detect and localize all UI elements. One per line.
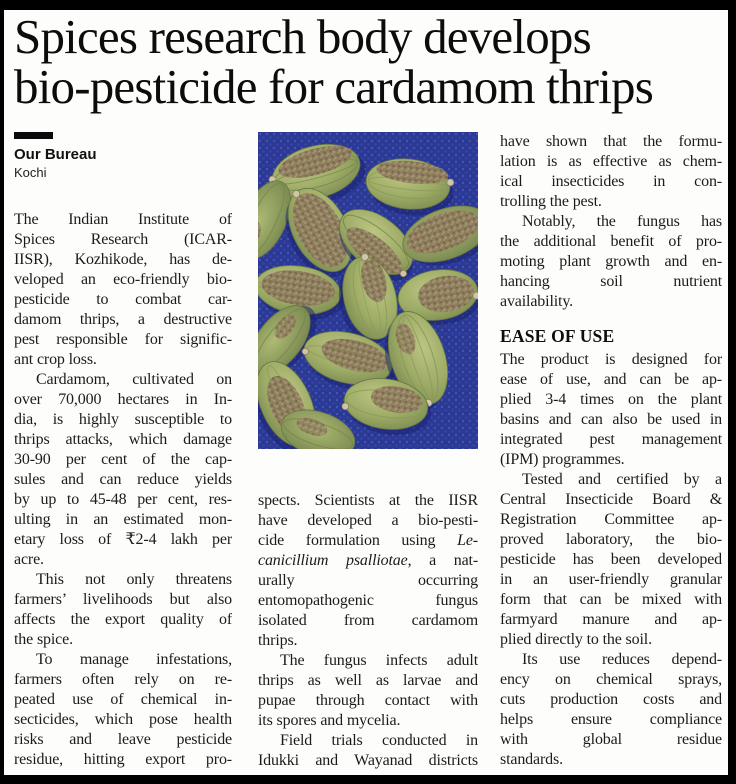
text-line: pest responsible for signific-	[14, 331, 232, 348]
byline-rule	[14, 132, 53, 139]
text-line: the additional benefit of pro-	[500, 233, 722, 250]
paragraph	[500, 350, 722, 470]
column-1-blocks	[14, 210, 232, 770]
text-line: basins and can also be used in	[500, 411, 722, 428]
text-line: moting plant growth and en-	[500, 253, 722, 270]
text-line: Spices Research (ICAR-	[14, 231, 232, 248]
text-line	[258, 531, 478, 551]
text-line: form that can be mixed with	[500, 591, 722, 608]
paragraph	[500, 470, 722, 650]
text-line: etary loss of ₹2-4 lakh per	[14, 531, 232, 548]
text-line: Its use reduces depend-	[522, 651, 722, 668]
article-column-3	[500, 132, 722, 771]
text-line: hancing soil nutrient	[500, 273, 722, 290]
article-column-2	[258, 132, 478, 771]
italic-species-name: canicillium psalliotae	[258, 552, 408, 569]
paragraph	[14, 650, 232, 770]
text-line: Field trials conducted in	[280, 732, 478, 749]
text-line: residue, hitting export pro-	[14, 751, 232, 768]
text-line: Central Insecticide Board &	[500, 491, 722, 508]
text-line: risks and leave pesticide	[14, 731, 232, 748]
article-column-1	[14, 132, 232, 771]
text-line: The product is designed for	[500, 351, 722, 368]
text-line: Registration Committee ap-	[500, 511, 722, 528]
text-line: entomopathogenic fungus	[258, 592, 478, 609]
text-line: This not only threatens	[36, 571, 232, 588]
paragraph	[14, 370, 232, 570]
text-line: thrips.	[258, 632, 298, 649]
text-line: Notably, the fungus has	[522, 213, 722, 230]
text-line: Tested and certified by a	[522, 471, 722, 488]
paragraph	[14, 210, 232, 370]
text-line: peated use of chemical in-	[14, 691, 232, 708]
text-segment: cide formulation using	[258, 532, 458, 549]
text-line: have shown that the formu-	[500, 133, 722, 150]
column-3-blocks	[500, 132, 722, 770]
text-line: ant crop loss.	[14, 351, 97, 368]
text-line: proved laboratory, the bio-	[500, 531, 722, 548]
text-line: availability.	[500, 293, 573, 310]
headline-line-2: bio-pesticide for cardamom thrips	[14, 59, 653, 114]
text-line: its spores and mycelia.	[258, 712, 401, 729]
text-line: with global residue	[500, 731, 722, 748]
text-line: pesticide to combat car-	[14, 291, 232, 308]
text-line: thrips attacks, which damage	[14, 431, 232, 448]
text-line: farmyard manure and ap-	[500, 611, 722, 628]
text-line: veloped an eco-friendly bio-	[14, 271, 232, 288]
text-line	[258, 551, 478, 571]
text-line: have developed a bio-pesti-	[258, 512, 478, 529]
column-2-blocks	[258, 132, 478, 771]
italic-species-name: Le-	[457, 532, 478, 549]
paragraph	[258, 491, 478, 651]
text-line: the spice.	[14, 631, 73, 648]
text-line: ulting in an estimated mon-	[14, 511, 232, 528]
text-line: secticides, which pose health	[14, 711, 232, 728]
paragraph	[500, 650, 722, 770]
text-line: plied 3-4 times on the plant	[500, 391, 722, 408]
text-line: spects. Scientists at the IISR	[258, 492, 478, 509]
cardamom-photo	[258, 132, 478, 449]
text-line: damom thrips, a destructive	[14, 311, 232, 328]
text-line: affects the export quality of	[14, 611, 232, 628]
text-line: acre.	[14, 551, 44, 568]
text-line: 30-90 per cent of the cap-	[14, 451, 232, 468]
paragraph	[258, 651, 478, 731]
text-line: (IPM) programmes.	[500, 451, 625, 468]
text-line: thrips as well as larvae and	[258, 672, 478, 689]
section-subhead: EASE OF USE	[500, 326, 615, 346]
text-line: by up to 45-48 per cent, res-	[14, 491, 232, 508]
byline-location: Kochi	[14, 165, 47, 180]
headline-line-1: Spices research body develops	[14, 9, 591, 64]
text-line: sules and can reduce yields	[14, 471, 232, 488]
text-line: cuts production costs and	[500, 691, 722, 708]
text-line: in an user-friendly granular	[500, 571, 722, 588]
byline-author: Our Bureau	[14, 146, 97, 163]
paragraph	[500, 212, 722, 312]
text-line: helps ensure compliance	[500, 711, 722, 728]
paragraph	[500, 132, 722, 212]
text-line: integrated pest management	[500, 431, 722, 448]
article-body	[14, 132, 722, 771]
text-line: plied directly to the soil.	[500, 631, 652, 648]
text-line: pupae through contact with	[258, 692, 478, 709]
text-line: Idukki and Wayanad districts	[258, 752, 478, 769]
paragraph	[258, 731, 478, 771]
text-line: To manage infestations,	[36, 651, 232, 668]
text-line: Cardamom, cultivated on	[36, 371, 232, 388]
text-line: standards.	[500, 751, 563, 768]
text-line: ency on chemical sprays,	[500, 671, 722, 688]
text-segment: , a nat-	[407, 552, 478, 569]
text-line: over 70,000 hectares in In-	[14, 391, 232, 408]
text-line: The Indian Institute of	[14, 211, 232, 228]
text-line: farmers’ livelihoods but also	[14, 591, 232, 608]
text-line: lation is as effective as chem-	[500, 153, 722, 170]
text-line: trolling the pest.	[500, 193, 602, 210]
text-line: pesticide has been developed	[500, 551, 722, 568]
paragraph	[14, 570, 232, 650]
text-line: dia, is highly susceptible to	[14, 411, 232, 428]
text-line: ical insecticides in con-	[500, 173, 722, 190]
article-headline	[14, 9, 722, 114]
text-line: urally occurring	[258, 572, 478, 589]
text-line: isolated from cardamom	[258, 612, 478, 629]
text-line: ease of use, and can be ap-	[500, 371, 722, 388]
text-line: farmers often rely on re-	[14, 671, 232, 688]
text-line: IISR), Kozhikode, has de-	[14, 251, 232, 268]
text-line: The fungus infects adult	[280, 652, 478, 669]
